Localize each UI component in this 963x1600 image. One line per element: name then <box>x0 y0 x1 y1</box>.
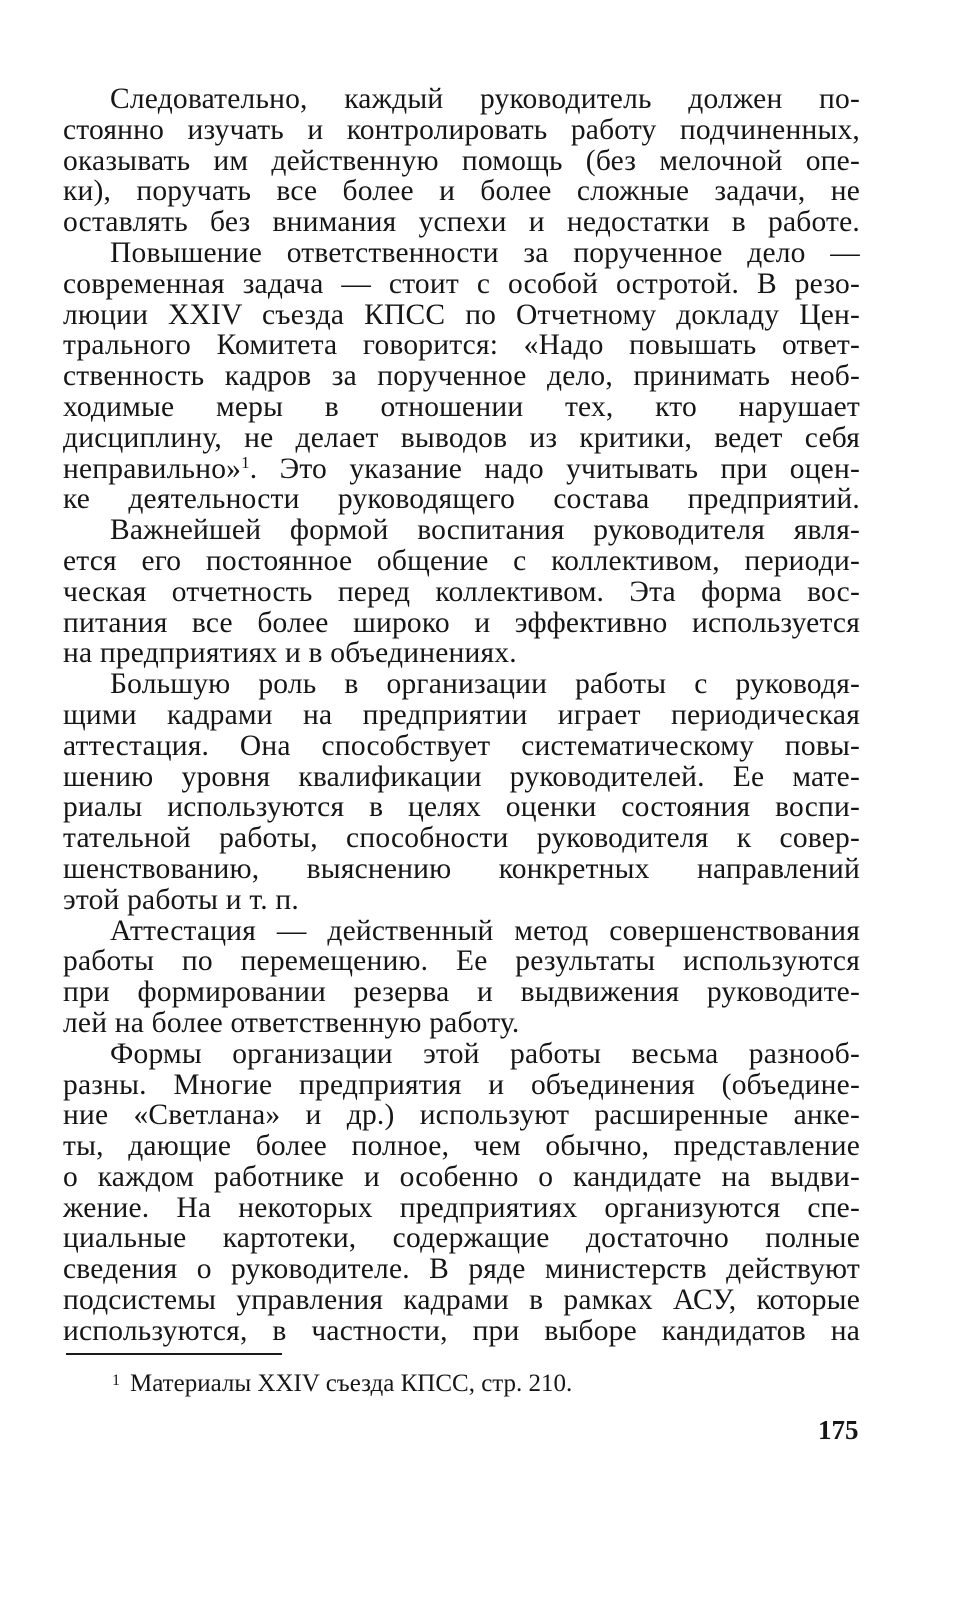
text-line: оказывать им действенную помощь (без мелочной опе- <box>63 144 860 177</box>
text-line: Аттестация — действенный метод совершенствования <box>110 914 860 947</box>
text-line: шенствованию, выяснению конкретных направлений <box>63 852 860 885</box>
footnote-divider <box>66 1353 282 1355</box>
text-line: на предприятиях и в объединениях. <box>63 637 517 670</box>
text-line: этой работы и т. п. <box>63 883 299 916</box>
text-line: сведения о руководителе. В ряде министерств действуют <box>63 1253 860 1286</box>
text-line: используются, в частности, при выборе кандидатов на <box>63 1314 860 1347</box>
text-line: ческая отчетность перед коллективом. Эта форма вос- <box>63 575 860 608</box>
text-line: подсистемы управления кадрами в рамках АСУ, которые <box>63 1284 860 1317</box>
page-number: 175 <box>818 1415 859 1445</box>
text-line: оставлять без внимания успехи и недостатки в работе. <box>63 206 860 239</box>
text-line: шению уровня квалификации руководителей. Ее мате- <box>63 760 860 793</box>
text-line: щими кадрами на предприятии играет периодическая <box>63 698 860 731</box>
body-text <box>63 84 860 1347</box>
text-line: аттестация. Она способствует систематическому повы- <box>63 729 860 762</box>
text-line: при формировании резерва и выдвижения руководите- <box>63 976 860 1009</box>
text-line: трального Комитета говорится: «Надо повышать ответ- <box>63 329 860 362</box>
text-line: риалы используются в целях оценки состояния воспи- <box>63 791 860 824</box>
text-line: современная задача — стоит с особой остротой. В резо- <box>63 267 860 300</box>
text-line: ке деятельности руководящего состава предприятий. <box>63 483 860 516</box>
text-line: Повышение ответственности за порученное дело — <box>110 236 860 269</box>
text-fragment: неправильно» <box>63 452 242 485</box>
text-line: дисциплину, не делает выводов из критики, ведет себя <box>63 421 860 454</box>
footnote-text: Материалы XXIV съезда КПСС, стр. 210. <box>130 1370 573 1397</box>
text-line: работы по перемещению. Ее результаты используются <box>63 945 860 978</box>
footnote <box>112 1366 572 1399</box>
text-line: Большую роль в организации работы с руководя- <box>110 668 860 701</box>
text-line: ты, дающие более полное, чем обычно, представление <box>63 1130 860 1163</box>
text-line: стоянно изучать и контролировать работу подчиненных, <box>63 113 860 146</box>
footnote-ref-mark: 1 <box>241 452 250 472</box>
text-line: Следовательно, каждый руководитель должен по- <box>110 83 860 115</box>
text-line: люции XXIV съезда КПСС по Отчетному докладу Цен- <box>63 298 860 331</box>
text-line: ки), поручать все более и более сложные задачи, не <box>63 175 860 208</box>
text-line: ние «Светлана» и др.) используют расширенные анке- <box>63 1099 860 1132</box>
text-line: лей на более ответственную работу. <box>63 1006 520 1039</box>
text-line: ется его постоянное общение с коллективом, периоди- <box>63 544 860 577</box>
text-line: Важнейшей формой воспитания руководителя явля- <box>110 514 860 547</box>
text-line: о каждом работнике и особенно о кандидате на выдви- <box>63 1160 860 1193</box>
text-fragment: . Это указание надо учитывать при оцен- <box>249 452 860 485</box>
text-line: разны. Многие предприятия и объединения (объедине- <box>63 1068 860 1101</box>
text-line-with-footnote-ref <box>63 454 860 485</box>
footnote-mark: 1 <box>112 1372 120 1389</box>
text-line: жение. На некоторых предприятиях организуются спе- <box>63 1191 860 1224</box>
text-line: ственность кадров за порученное дело, принимать необ- <box>63 360 860 393</box>
text-line: питания все более широко и эффективно используется <box>63 606 860 639</box>
text-line: Формы организации этой работы весьма разнооб- <box>110 1037 860 1070</box>
text-line: тательной работы, способности руководителя к совер- <box>63 822 860 855</box>
text-line: ходимые меры в отношении тех, кто нарушает <box>63 390 860 423</box>
text-line: циальные картотеки, содержащие достаточно полные <box>63 1222 860 1255</box>
